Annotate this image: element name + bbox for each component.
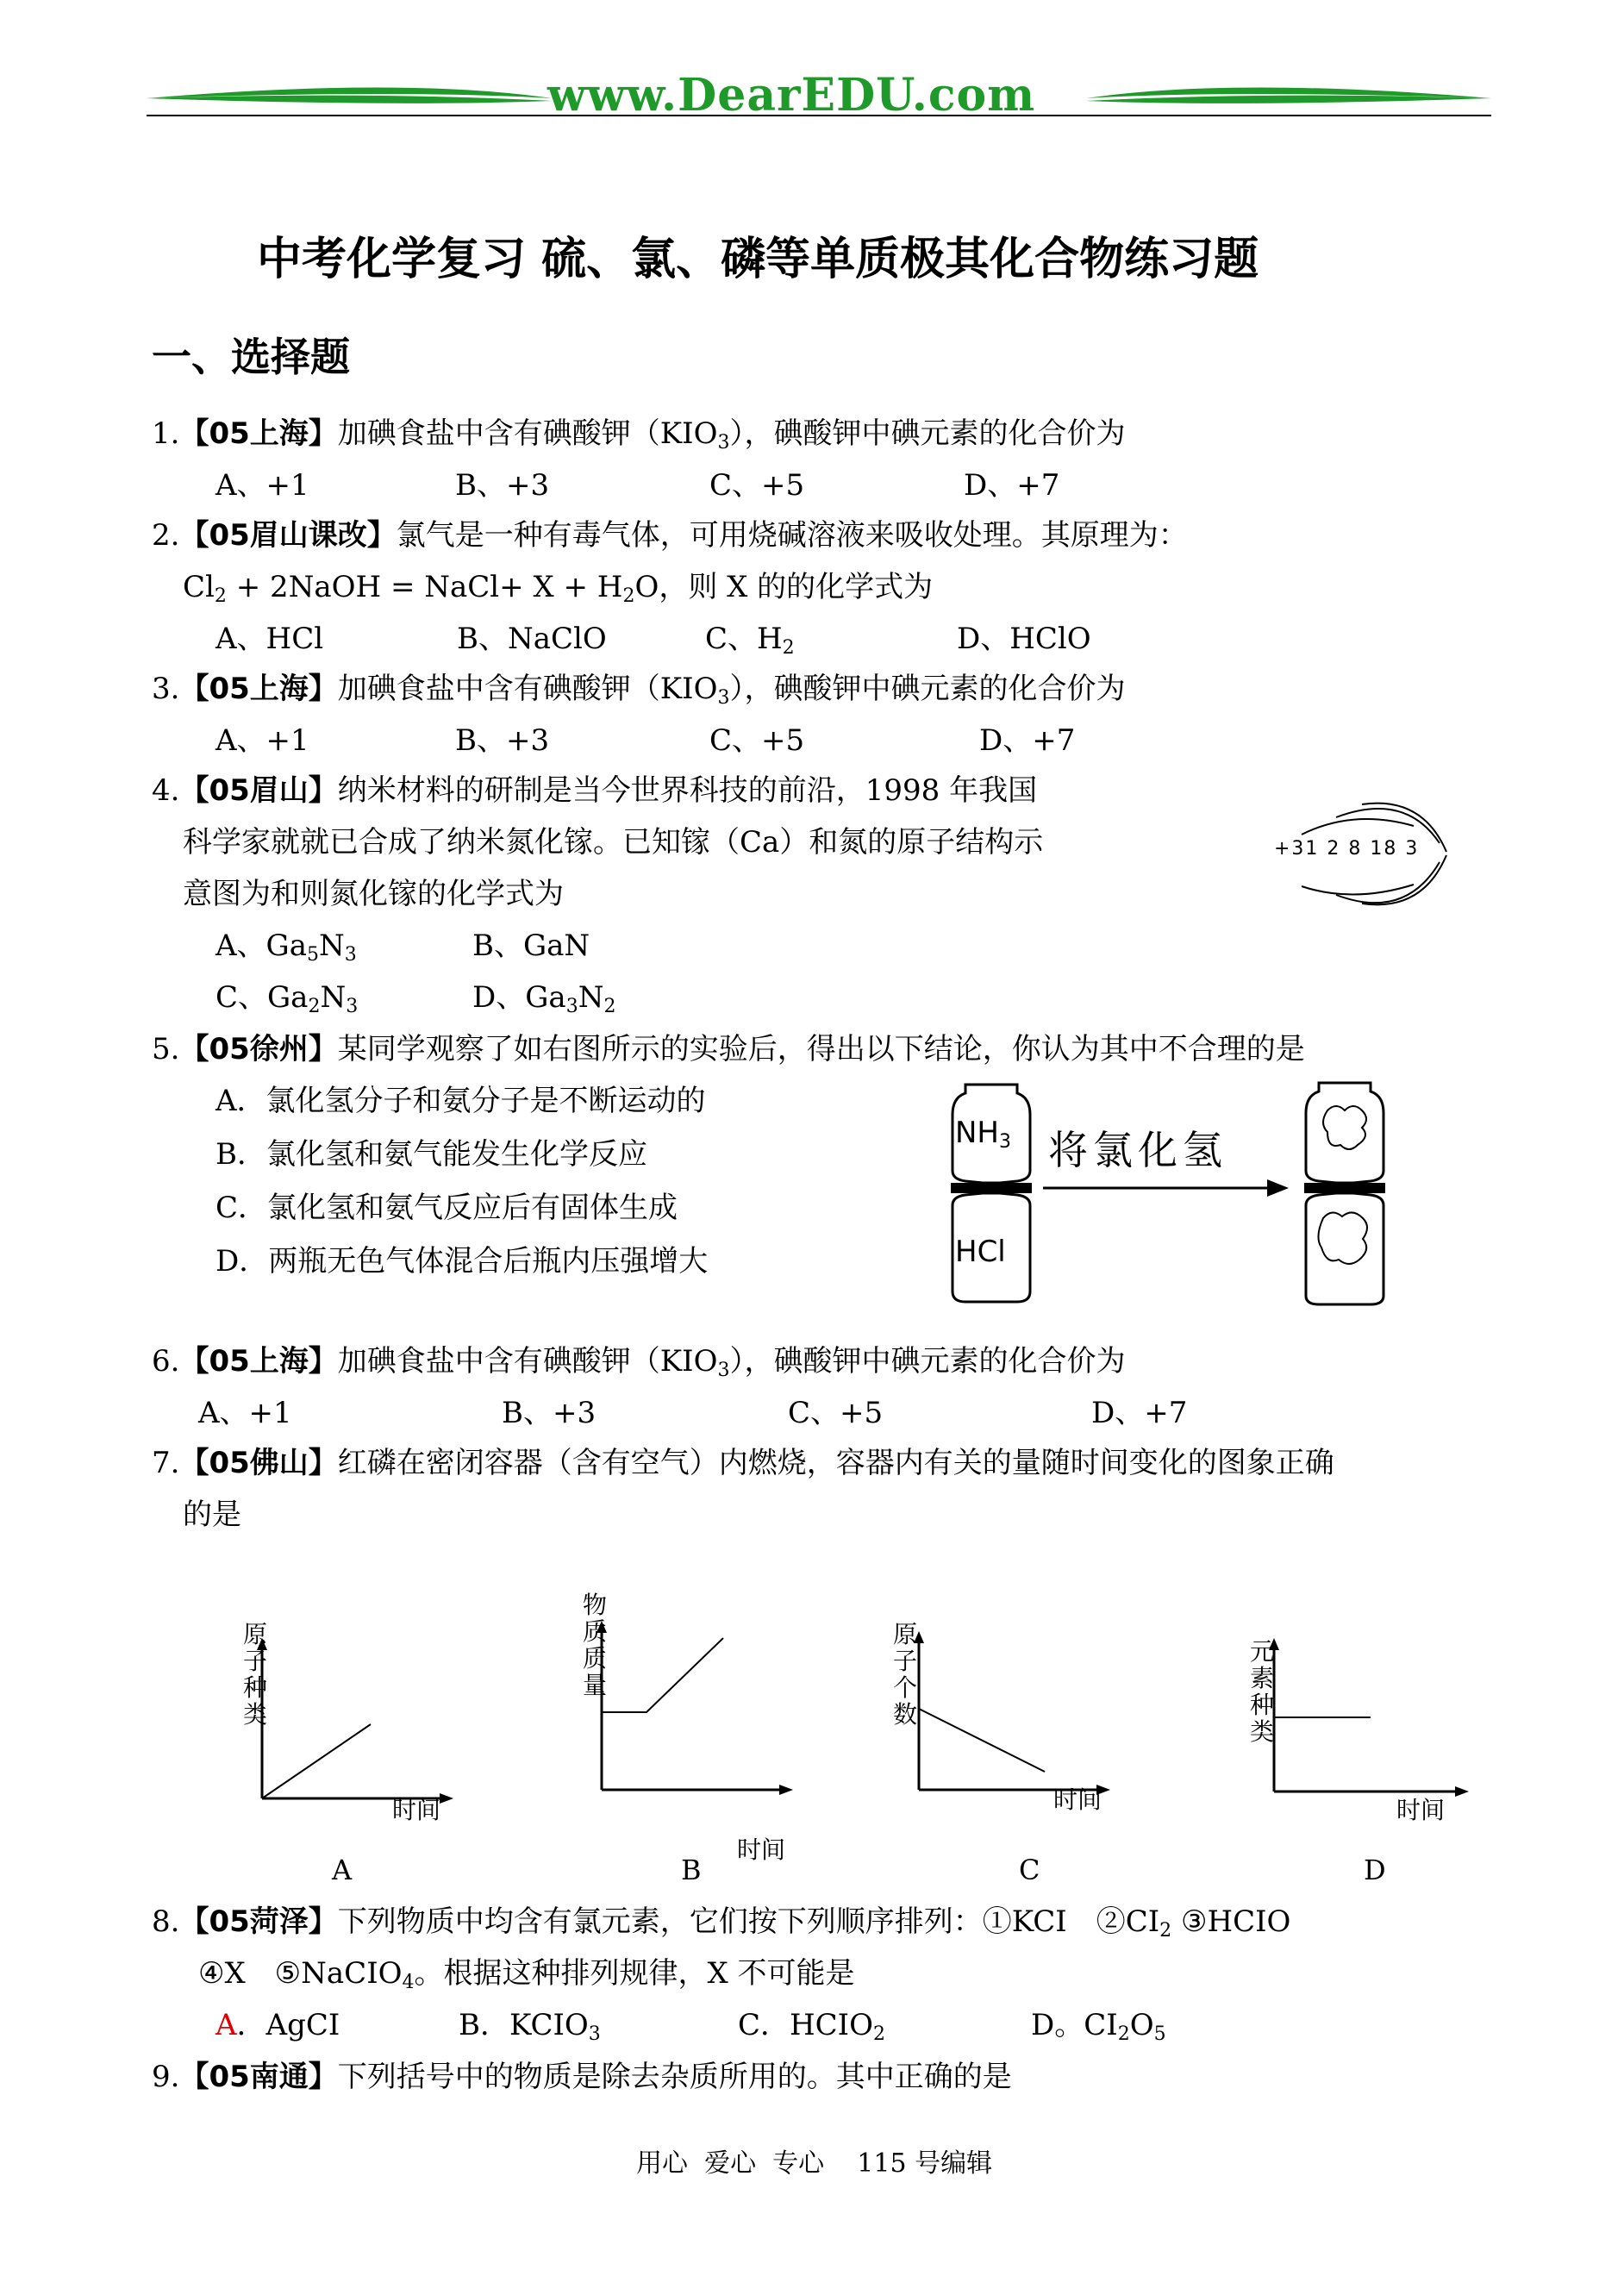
q-source-tag: 【05上海】 (179, 1344, 338, 1379)
option-b: B、+3 (502, 1396, 597, 1430)
graph-c-line (919, 1709, 1045, 1772)
option-a-answer: A．AgCI (215, 2008, 340, 2042)
q-stem: 下列物质中均含有氯元素，它们按下列顺序排列：①KCI ②CI (337, 1904, 1160, 1939)
option-a: A、+1 (215, 723, 309, 758)
bottles-drawing (948, 1076, 1396, 1309)
header-site-logo: www.DearEDU.com (547, 69, 1036, 122)
q-source-tag: 【05上海】 (179, 672, 338, 706)
graph-d-ylabel: 元素种类 (1249, 1637, 1274, 1746)
graph-b-line (602, 1638, 723, 1712)
graph-b-ylabel: 物质质量 (582, 1591, 607, 1699)
q-number: 6. (152, 1344, 180, 1379)
graph-c-letter: C (1019, 1854, 1040, 1886)
graph-d-xlabel: 时间 (1396, 1796, 1446, 1824)
option-c: C、+5 (788, 1396, 884, 1430)
option-d: D。$CI_2O_5$ (1031, 2008, 1166, 2045)
graph-a-line (262, 1724, 371, 1798)
option-a: A、HCl (215, 622, 324, 656)
q-source-tag: 【05徐州】 (179, 1032, 338, 1066)
option-b: B、NaClO (457, 622, 607, 656)
option-d: D．两瓶无色气体混合后瓶内压强增大 (215, 1244, 709, 1279)
option-d: D、$Ga_3N_2$ (472, 980, 616, 1017)
q-stem-line3: 意图为和则氮化镓的化学式为 (183, 877, 564, 911)
arrow-caption: 将氯化氢 (1048, 1127, 1227, 1173)
q-stem: 下列括号中的物质是除去杂质所用的。其中正确的是 (337, 2060, 1012, 2094)
q-number: 8. (152, 1904, 180, 1939)
q-stem-line2: 科学家就就已合成了纳米氮化镓。已知镓（Ca）和氮的原子结构示 (183, 825, 1044, 860)
q-number: 4. (152, 773, 180, 808)
q-stem: 加碘食盐中含有碘酸钾（KIO (337, 1344, 718, 1379)
graph-b-axes (590, 1621, 796, 1802)
option-d: D、HClO (957, 622, 1091, 656)
q-source-tag: 【05南通】 (179, 2060, 338, 2094)
option-c: C、$Ga_2N_3$ (215, 980, 359, 1017)
option-b: B、+3 (455, 468, 550, 503)
bottle-label-bottom: HCl (955, 1235, 1006, 1269)
q-number: 1. (152, 416, 180, 451)
q-stem-line2: ④X ⑤NaCIO$_4$。根据这种排列规律，X 不可能是 (198, 1956, 855, 1993)
option-c: C、$H_2$ (705, 622, 795, 659)
q-stem-line2: 的是 (183, 1498, 241, 1532)
option-b: B、GaN (472, 929, 590, 963)
q-stem: 加碘食盐中含有碘酸钾（KIO (337, 672, 718, 706)
option-c: C、+5 (709, 723, 805, 758)
option-d: D、+7 (979, 723, 1076, 758)
graph-d-letter: D (1364, 1854, 1386, 1886)
q-source-tag: 【05眉山课改】 (179, 518, 397, 553)
page-title: 中考化学复习 硫、氯、磷等单质极其化合物练习题 (257, 234, 1259, 285)
option-a: A、+1 (215, 468, 309, 503)
q-number: 3. (152, 672, 180, 706)
q-source-tag: 【05佛山】 (179, 1446, 338, 1480)
q-number: 2. (152, 518, 180, 553)
q-number: 9. (152, 2060, 180, 2094)
q-stem: 加碘食盐中含有碘酸钾（KIO (337, 416, 718, 451)
q-stem: 氯气是一种有毒气体，可用烧碱溶液来吸收处理。其原理为： (396, 518, 1188, 553)
option-d: D、+7 (964, 468, 1060, 503)
graph-c-xlabel: 时间 (1053, 1785, 1102, 1814)
option-a: A．氯化氢分子和氨分子是不断运动的 (215, 1084, 706, 1118)
option-d: D、+7 (1091, 1396, 1188, 1430)
graph-c-ylabel: 原子个数 (892, 1620, 917, 1729)
option-b: B、+3 (455, 723, 550, 758)
graph-a-letter: A (332, 1854, 353, 1886)
q-number: 5. (152, 1032, 180, 1066)
atom-label: +31 2 8 18 3 (1274, 838, 1420, 860)
answer-letter: A (215, 2008, 237, 2042)
q-number: 7. (152, 1446, 180, 1480)
graph-a-ylabel: 原子种类 (242, 1620, 267, 1729)
graph-c-axes (907, 1631, 1114, 1802)
graph-a-xlabel: 时间 (392, 1796, 441, 1824)
section-heading: 一、选择题 (152, 334, 350, 380)
q-source-tag: 【05眉山】 (179, 773, 338, 808)
graph-b-xlabel: 时间 (737, 1835, 786, 1864)
atom-structure-diagram (1267, 791, 1448, 912)
option-b: B．$KCIO_3$ (459, 2008, 601, 2045)
graph-a-axes (250, 1638, 457, 1810)
option-a: A、$Ga_5N_3$ (215, 929, 357, 966)
page-footer: 用心 爱心 专心 115 号编辑 (636, 2148, 993, 2179)
q-stem: 某同学观察了如右图所示的实验后，得出以下结论，你认为其中不合理的是 (337, 1032, 1305, 1066)
q-stem: 纳米材料的研制是当今世界科技的前沿，1998 年我国 (337, 773, 1038, 808)
q-equation: $Cl_2$ + 2NaOH = NaCl+ $X + H_2O$，则 X 的的化学式为 (183, 570, 934, 607)
bottle-label-top: $NH_3$ (955, 1116, 1011, 1153)
experiment-figure (948, 1076, 1396, 1309)
option-c: C、+5 (709, 468, 805, 503)
q-source-tag: 【05菏泽】 (179, 1904, 338, 1939)
option-c: C．氯化氢和氨气反应后有固体生成 (215, 1191, 678, 1225)
q-stem: 红磷在密闭容器（含有空气）内燃烧，容器内有关的量随时间变化的图象正确 (337, 1446, 1334, 1480)
graph-d-axes (1262, 1638, 1472, 1802)
option-c: C．$HCIO_2$ (738, 2008, 885, 2045)
graph-b-letter: B (681, 1854, 702, 1886)
option-a: A、+1 (198, 1396, 292, 1430)
q-source-tag: 【05上海】 (179, 416, 338, 451)
option-b: B．氯化氢和氨气能发生化学反应 (215, 1137, 647, 1172)
